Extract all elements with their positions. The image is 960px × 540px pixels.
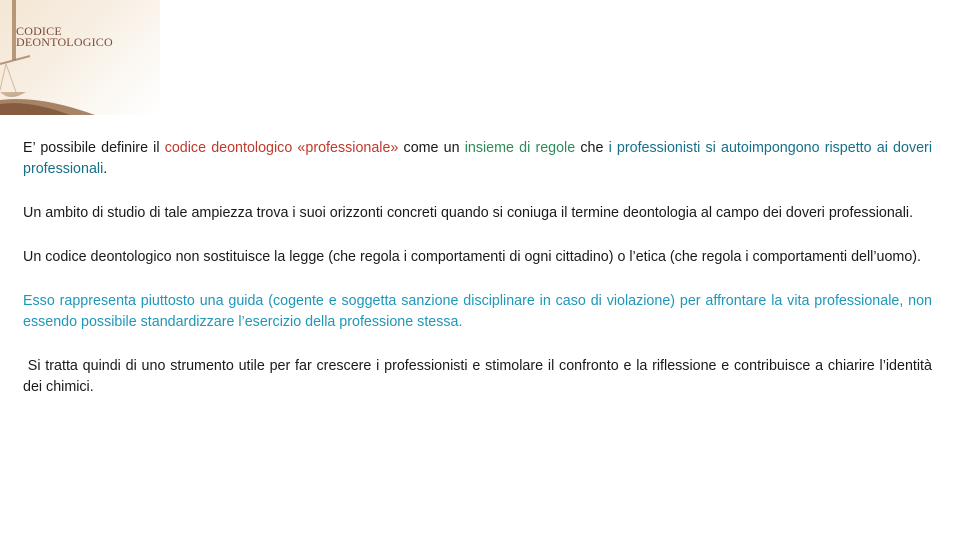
highlight-insieme-di-regole: insieme di regole: [464, 140, 576, 156]
highlight-codice-deontologico: codice deontologico «professionale»: [164, 140, 399, 156]
logo-text: [16, 26, 113, 48]
logo-image: [0, 0, 160, 115]
text-span: .: [103, 161, 108, 177]
scales-of-justice-icon: [0, 0, 160, 115]
paragraph-guida: Esso rappresenta piuttosto una guida (cogente e soggetta sanzione disciplinare in caso di violazione) per affrontare la vita professionale, non essendo possibile standardizzare l’esercizio della professione stessa.: [23, 293, 932, 330]
text-span: che: [575, 140, 609, 156]
text-span: E’ possibile definire il: [23, 140, 165, 156]
logo-line-1: CODICE: [16, 24, 62, 38]
highlight-professionisti: i professionisti si autoimpongono rispetto ai doveri professionali: [23, 140, 932, 177]
text-span: come un: [398, 140, 465, 156]
paragraph-legge-etica: Un codice deontologico non sostituisce la legge (che regola i comportamenti di ogni cittadino) o l’etica (che regola i comportamenti dell’uomo).: [23, 249, 922, 265]
paragraph-ambito: Un ambito di studio di tale ampiezza trova i suoi orizzonti concreti quando si coniuga il termine deontologia al campo dei doveri professionali.: [23, 205, 914, 221]
logo-line-2: DEONTOLOGICO: [16, 35, 113, 49]
paragraph-definition: [23, 138, 932, 180]
paragraph-strumento: Si tratta quindi di uno strumento utile per far crescere i professionisti e stimolare il confronto e la riflessione e contribuisce a chiarire l’identità dei chimici.: [23, 358, 936, 395]
document-body: [23, 138, 936, 421]
